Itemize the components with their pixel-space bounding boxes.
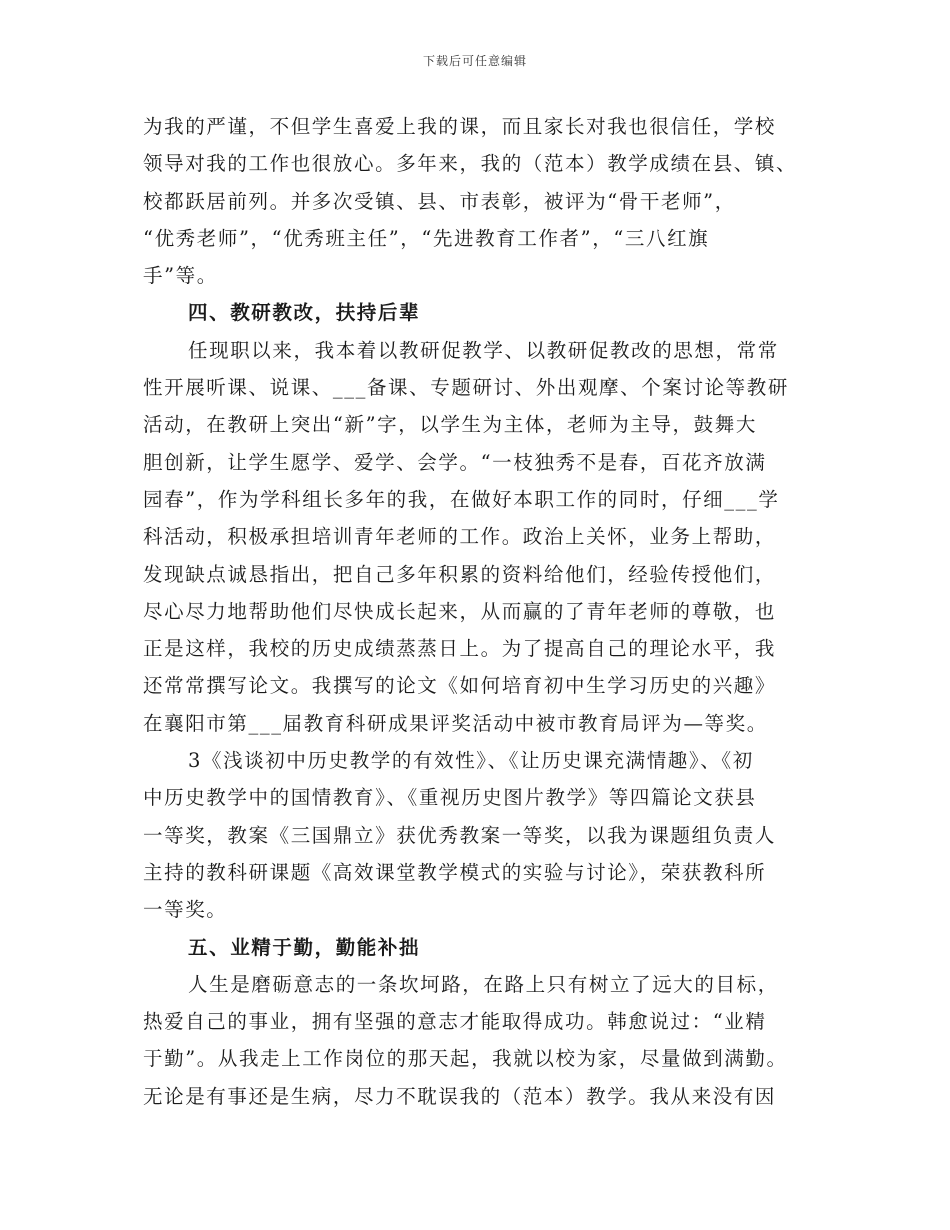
text-line: 无论是有事还是生病，尽力不耽误我的（范本）教学。我从来没有因 bbox=[143, 1084, 777, 1108]
text-line: 领导对我的工作也很放心。多年来，我的（范本）教学成绩在县、镇、 bbox=[143, 152, 798, 176]
paragraph bbox=[143, 332, 811, 742]
text-line: “优秀老师”，“优秀班主任”，“先进教育工作者”，“三八红旗 bbox=[143, 226, 710, 250]
paragraph bbox=[143, 966, 811, 1115]
document-body bbox=[143, 108, 811, 1115]
text-line: 胆创新，让学生愿学、爱学、会学。“一枝独秀不是春，百花齐放满 bbox=[143, 450, 767, 474]
section-heading: 四、教研教改，扶持后辈 bbox=[188, 301, 421, 325]
text-line: 于勤”。从我走上工作岗位的那天起，我就以校为家，尽量做到满勤。 bbox=[143, 1047, 788, 1071]
paragraph bbox=[143, 108, 811, 294]
text-line: 3《浅谈初中历史教学的有效性》、《让历史课充满情趣》、《初 bbox=[188, 749, 754, 773]
text-line: 在襄阳市第___届教育科研成果评奖活动中被市教育局评为—等奖。 bbox=[143, 711, 768, 735]
text-line: 正是这样，我校的历史成绩蒸蒸日上。为了提高自己的理论水平，我 bbox=[143, 637, 777, 661]
text-line: 园春”，作为学科组长多年的我，在做好本职工作的同时，仔细___学 bbox=[143, 487, 780, 511]
text-line: 人生是磨砺意志的一条坎坷路，在路上只有树立了远大的目标， bbox=[188, 972, 779, 996]
text-line: 热爱自己的事业，拥有坚强的意志才能取得成功。韩愈说过：“业精 bbox=[143, 1010, 767, 1034]
text-line: 手”等。 bbox=[143, 264, 218, 288]
text-line: 科活动，积极承担培训青年老师的工作。政治上关怀，业务上帮助， bbox=[143, 525, 777, 549]
text-line: 尽心尽力地帮助他们尽快成长起来，从而赢的了青年老师的尊敬，也 bbox=[143, 599, 777, 623]
section-heading: 五、业精于勤，勤能补拙 bbox=[188, 935, 421, 959]
text-line: 为我的严谨，不但学生喜爱上我的课，而且家长对我也很信任，学校 bbox=[143, 115, 777, 138]
text-line: 性开展听课、说课、___备课、专题研讨、外出观摩、个案讨论等教研 bbox=[143, 376, 789, 400]
text-line: 一等奖，教案《三国鼎立》获优秀教案一等奖，以我为课题组负责人 bbox=[143, 823, 777, 847]
text-line: 任现职以来，我本着以教研促教学、以教研促教改的思想，常常 bbox=[188, 338, 779, 362]
text-line: 还常常撰写论文。我撰写的论文《如何培育初中生学习历史的兴趣》 bbox=[143, 674, 777, 698]
text-line: 一等奖。 bbox=[143, 898, 228, 922]
text-line: 校都跃居前列。并多次受镇、县、市表彰，被评为“骨干老师”， bbox=[143, 189, 736, 213]
text-line: 发现缺点诚恳指出，把自己多年积累的资料给他们，经验传授他们， bbox=[143, 562, 777, 586]
text-line: 中历史教学中的国情教育》、《重视历史图片教学》等四篇论文获县 bbox=[143, 786, 757, 810]
page-header: 下载后可任意编辑 bbox=[422, 54, 527, 68]
text-line: 活动，在教研上突出“新”字，以学生为主体，老师为主导，鼓舞大 bbox=[143, 413, 757, 437]
paragraph bbox=[143, 742, 811, 928]
text-line: 主持的教科研课题《高效课堂教学模式的实验与讨论》，荣获教科所 bbox=[143, 860, 767, 884]
